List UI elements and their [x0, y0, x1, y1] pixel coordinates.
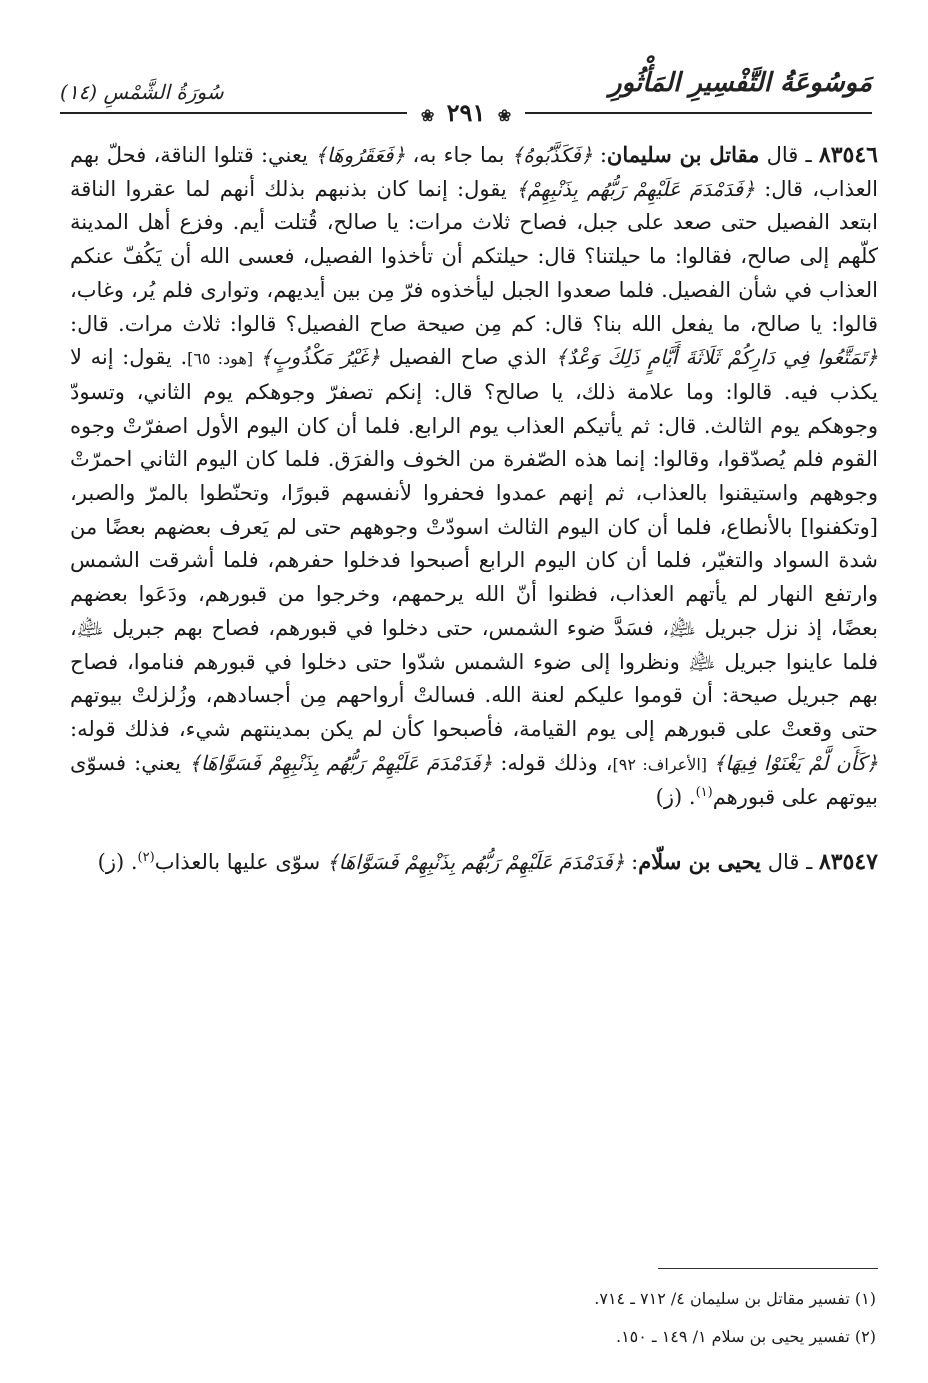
page-number: ٢٩١ — [446, 98, 486, 127]
entry-number: ٨٣٥٤٧ — [818, 849, 878, 876]
footnote-2: (٢) تفسير يحيى بن سلام ١/ ١٤٩ ـ ١٥٠. — [615, 1327, 876, 1346]
entry-83547 — [70, 845, 878, 880]
footnote-marker: (٢) — [137, 850, 155, 866]
verse-reference: [الأعراف: ٩٢] — [612, 754, 714, 774]
quran-verse: ﴿تَمَتَّعُوا فِي دَارِكُمْ ثَلَاثَةَ أَيَّامٍ ذَلِكَ وَعْدٌ﴾ — [555, 345, 878, 370]
entry-number: ٨٣٥٤٦ — [818, 142, 878, 168]
body-text: . (ز) — [655, 785, 696, 810]
quran-verse: ﴿فَدَمْدَمَ عَلَيْهِمْ رَبُّهُم بِذَنْبِهِمْ فَسَوَّاهَا﴾ — [189, 750, 493, 775]
quran-verse: ﴿فَعَقَرُوهَا﴾ — [315, 143, 406, 167]
body-text: ، وذلك قوله: — [492, 750, 613, 775]
entry-speaker: يحيى بن سلّام — [638, 849, 762, 875]
page-header — [60, 68, 872, 127]
body-text: يعني: فسوّى بيوتهم على قبورهم — [70, 750, 878, 810]
page-number-wrap — [407, 98, 525, 127]
quran-verse: ﴿فَدَمْدَمَ عَلَيْهِمْ رَبُّهُم بِذَنْبِهِمْ﴾ — [515, 176, 755, 201]
quran-verse: ﴿فَكَذَّبُوهُ﴾ — [511, 143, 593, 167]
entry-intro: ـ قال — [761, 850, 819, 875]
body-text: يقول: إنما كان بذنبهم بذلك أنهم لما عقروا الناقة ابتعد الفصيل حتى صعد على جبل، فصاح ثلاث مرات: يا صالح، قُتلت أيم. وفزع أهل المدينة كلّهم إلى صالح، فقالوا: ما حيلتنا؟ قال: حيلتكم أن تأخذوا الفصيل، فعسى الله أن يَكُفّ عنكم العذاب في شأن الفصيل. فلما صعدوا الجبل ليأخذوه فرّ مِن بين أيديهم، وتوارى فلم يُر، وغاب، قالوا: يا صالح، ما يفعل الله بنا؟ قال: كم مِن صيحة صاح الفصيل؟ قالوا: ثلاث مرات. قال: — [70, 176, 878, 336]
surah-title: سُورَةُ الشَّمْسِ (١٤) — [60, 80, 224, 104]
body-text: . (ز) — [97, 850, 138, 875]
entry-colon: : — [624, 850, 639, 875]
entry-intro: ـ قال — [759, 143, 819, 167]
page-number-block — [60, 98, 872, 128]
verse-reference: [هود: ٦٥] — [187, 349, 261, 369]
body-text: بما جاء به، — [405, 143, 512, 167]
footnote-1: (١) تفسير مقاتل بن سليمان ٤/ ٧١٢ ـ ٧١٤. — [594, 1289, 876, 1308]
body-text: الذي صاح الفصيل — [380, 345, 556, 370]
entry-colon: : — [592, 143, 607, 167]
body-text: . يقول: إنه لا يكذب فيه. قالوا: وما علامة ذلك، يا صالح؟ قال: إنكم تصفرّ وجوهكم يوم الثاني، وتسودّ وجوهكم يوم الثالث. قال: ثم يأتيكم العذاب يوم الرابع. فلما أن كان اليوم الأول اصفرّتْ وجوه القوم فلم يُصدّقوا، وقالوا: إنما هذه الصّفرة من الخوف والفرَق. فلما كان اليوم الثاني احمرّتْ وجوههم واستيقنوا بالعذاب، ثم إنهم عمدوا فحفروا لأنفسهم قبورًا، وتحنّطوا بالمرّ والصبر، [وتكفنوا] بالأنطاع، فلما أن كان اليوم الثالث اسودّتْ وجوههم حتى لم يَعرف بعضهم بعضًا من شدة السواد والتغيّر، فلما أن كان اليوم الرابع أصبحوا فدخلوا حفرهم، فلما أشرقت الشمس وارتفع النهار لم يأتهم العذاب، فظنوا أنّ الله يرحمهم، وخرجوا من قبورهم، ودَعَوا بعضهم بعضًا، إذ نزل جبريل ﵇، فسَدَّ ضوء الشمس، حتى دخلوا في قبورهم، فصاح بهم جبريل ﵇، فلما عاينوا جبريل ﵇ ونظروا إلى ضوء الشمس شدّوا حتى دخلوا في قبورهم فناموا، فصاح بهم جبريل صيحة: أن قوموا عليكم لعنة الله. فسالتْ أرواحهم مِن أجسادهم، وزُلزلتْ بيوتهم حتى وقعتْ على قبورهم إلى يوم القيامة، فأصبحوا كأن لم يكن بمدينتهم شيء، فذلك قوله: — [70, 345, 879, 741]
entry-speaker: مقاتل بن سليمان — [606, 142, 760, 167]
entry-body — [98, 850, 625, 874]
ornament-right-icon: ❀ — [497, 106, 512, 125]
entry-body — [70, 143, 878, 809]
body-text: يعني: قتلوا الناقة، فحلّ بهم العذاب، قال: — [70, 143, 879, 201]
footnotes — [68, 1280, 876, 1356]
body-text: سوّى عليها بالعذاب — [154, 850, 327, 875]
entry-83546 — [70, 138, 878, 815]
footnote-marker: (١) — [695, 785, 713, 801]
quran-verse: ﴿كَأَن لَّمْ يَغْنَوْا فِيهَا﴾ — [713, 750, 878, 775]
quran-verse: ﴿فَدَمْدَمَ عَلَيْهِمْ رَبُّهُم بِذَنْبِهِمْ فَسَوَّاهَا﴾ — [326, 850, 625, 875]
main-text — [70, 138, 878, 880]
footnote-rule — [658, 1268, 878, 1269]
quran-verse: ﴿غَيْرُ مَكْذُوبٍ﴾ — [260, 345, 381, 370]
ornament-left-icon: ❀ — [420, 106, 435, 125]
book-title: مَوسُوعَةُ التَّفْسِيرِ المَأْثُورِ — [609, 68, 872, 98]
